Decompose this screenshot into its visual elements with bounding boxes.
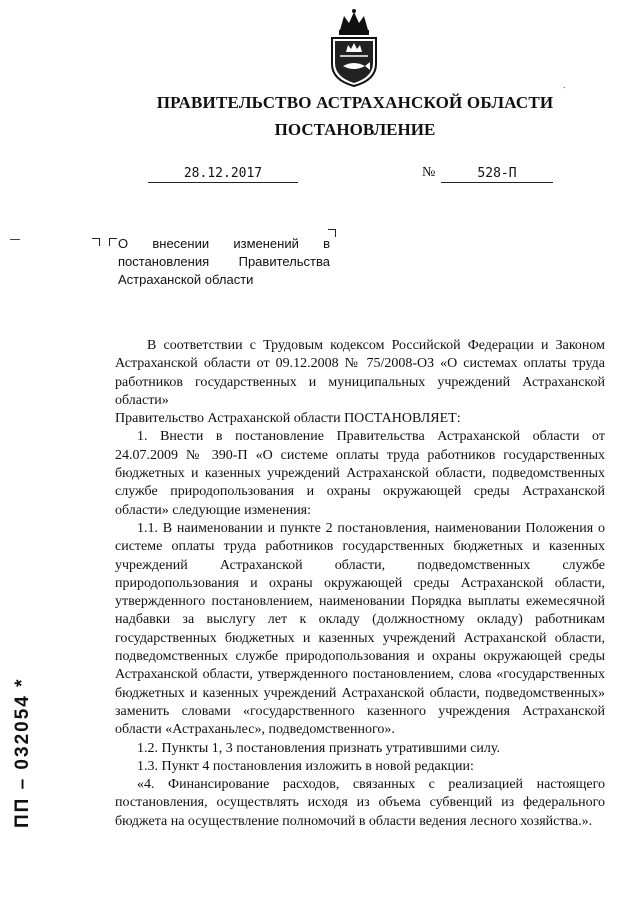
document-date: 28.12.2017 (148, 166, 298, 183)
subject-corner-mark (109, 238, 117, 246)
document-type: ПОСТАНОВЛЕНИЕ (274, 120, 436, 139)
clause-1-2: 1.2. Пункты 1, 3 постановления признать утратившими силу. (137, 740, 500, 756)
scan-mark: ⸱ (563, 83, 566, 94)
document-subject: О внесении изменений в постановления Правительства Астраханской области (118, 236, 330, 287)
clause-1: 1. Внести в постановление Правительства Астраханской области от 24.07.2009 № 390-П «О системе оплаты труда работников государственных бюджетных и казенных учреждений Астраханской области, подведомственных службе природопользования и охраны окружающей среды Астраханской области» следующие изменения: (115, 429, 605, 518)
number-sign: № (422, 165, 436, 180)
astrakhan-coat-of-arms-icon (326, 8, 382, 88)
clause-1-1: 1.1. В наименовании и пункте 2 постановления, наименовании Положения о системе оплаты труда работников государственных бюджетных и казенных учреждений Астраханской области, подведомственных службе природопользования и охраны окружающей среды Астраханской области, утвержденного постановлением, наименовании Порядка выплаты ежемесячной надбавки за выслугу лет к окладу (должностному окладу) работникам государственных бюджетных и казенных учреждений Астраханской области, подведомственных службе природопользования и охраны окружающей среды Астраханской области, утвержденного постановлением, слова «государственных бюджетных и казенных учреждений Астраханской области, подведомственных» заменить словами «государственного казенного учреждения Астраханской области «Астраханьлес», подведомственного». (115, 520, 605, 738)
resolution-line: Правительство Астраханской области ПОСТАНОВЛЯЕТ: (115, 411, 461, 427)
subject-corner-mark (92, 238, 100, 246)
government-title: ПРАВИТЕЛЬСТВО АСТРАХАНСКОЙ ОБЛАСТИ (156, 93, 554, 112)
document-number: 528-П (441, 166, 553, 183)
preamble-paragraph: В соответствии с Трудовым кодексом Российской Федерации и Законом Астраханской области от 09.12.2008 № 75/2008-ОЗ «О системах оплаты труда работников государственных и муниципальных учреждений Астраханской области» (115, 338, 605, 408)
clause-1-3: 1.3. Пункт 4 постановления изложить в новой редакции: (137, 758, 474, 774)
clause-1-3-quote: «4. Финансирование расходов, связанных с реализацией настоящего постановления, осуществлять исходя из объема субвенций из федерального бюджета на осуществление полномочий в области ведения лесного хозяйства.». (115, 777, 605, 829)
margin-tick (10, 239, 20, 240)
document-body (115, 337, 605, 831)
serial-number-stamp: ПП – 032054 * (12, 677, 33, 828)
